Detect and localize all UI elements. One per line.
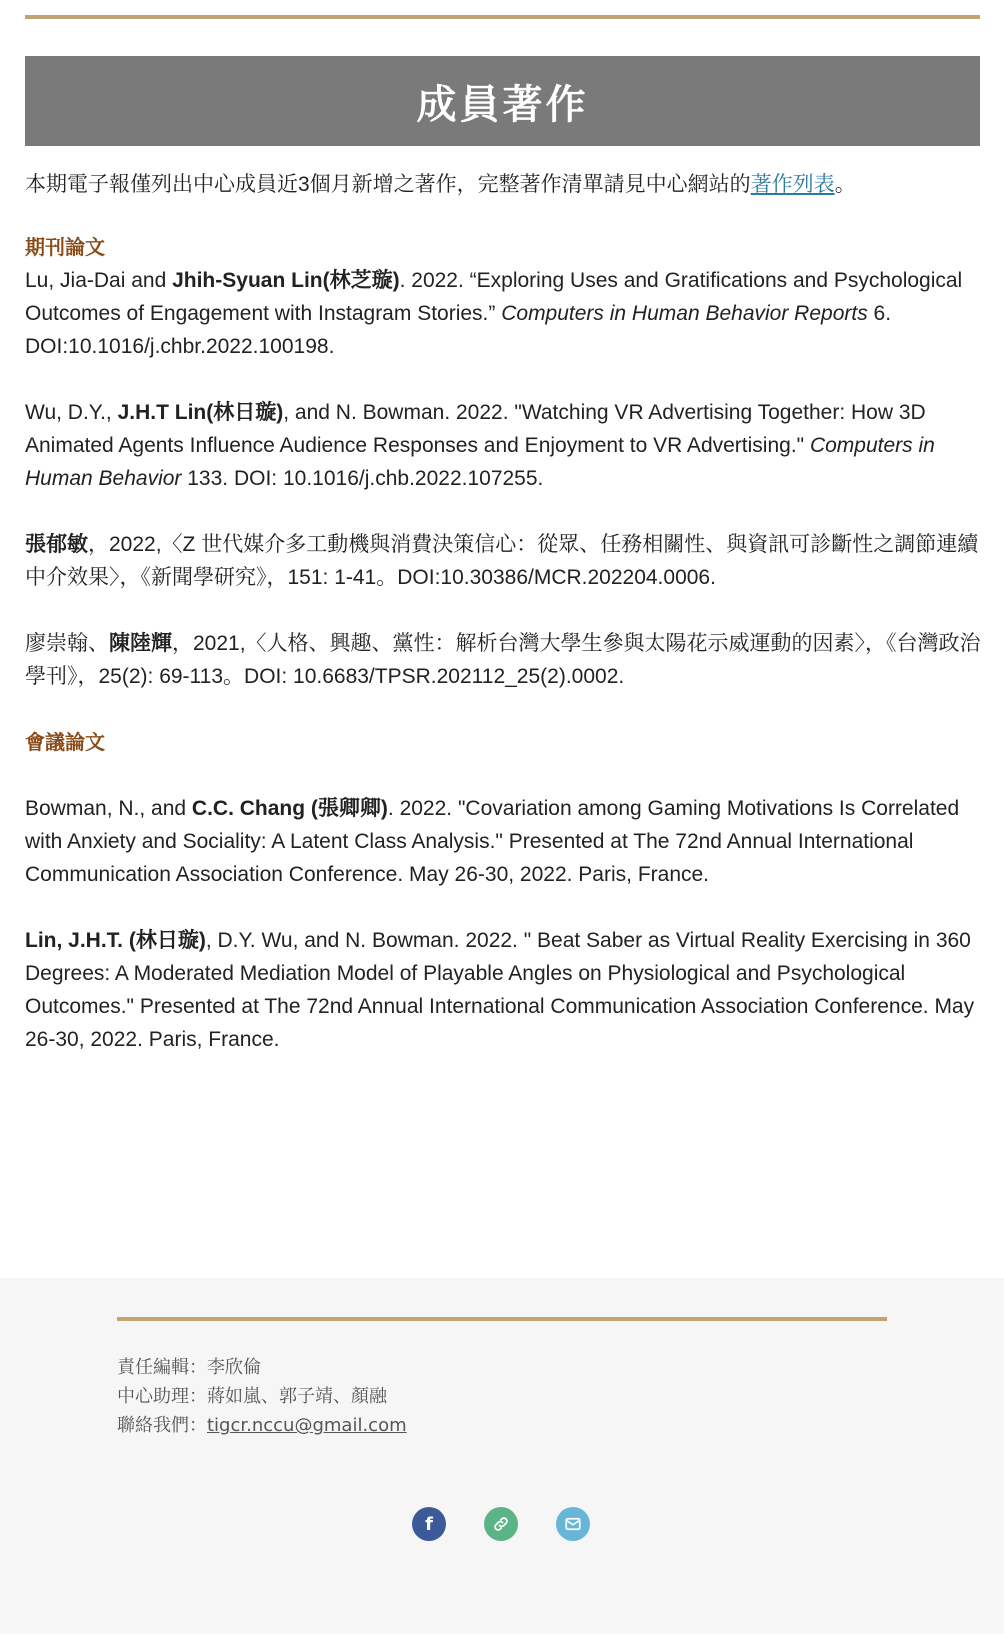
publication-entry: [25, 792, 985, 891]
entry-text: ，2021,〈人格、興趣、黨性：解析台灣大學生參與太陽花示威運動的因素〉，《台灣政治學刊》，25(2): 69-113。DOI: 10.6683/TPSR.202112_25(2).0002.: [25, 632, 981, 688]
section-banner: [25, 56, 980, 146]
entry-text: . 2022. "Covariation among Gaming Motivations Is Correlated with Anxiety and Sociality: A Latent Class Analysis." Presented at The 72nd Annual International Communication Association Conference. May 26-30, 2022. Paris, France.: [25, 797, 960, 886]
mail-icon[interactable]: [556, 1507, 590, 1541]
intro-text: 本期電子報僅列出中心成員近3個月新增之著作，完整著作清單請見中心網站的: [25, 173, 751, 196]
conference-heading: 會議論文: [25, 730, 105, 754]
entry-text: 6. DOI:10.1016/j.chbr.2022.100198.: [25, 302, 892, 358]
link-icon[interactable]: [484, 1507, 518, 1541]
entry-text: . 2022. “Exploring Uses and Gratifications and Psychological Outcomes of Engagement with Instagram Stories.”: [25, 269, 963, 325]
entry-text: , and N. Bowman. 2022. "Watching VR Advertising Together: How 3D Animated Agents Influence Audience Responses and Enjoyment to VR Advertising.": [25, 401, 926, 457]
main-content: [25, 168, 985, 1089]
member-name: Jhih-Syuan Lin(林芝璇): [172, 269, 400, 292]
publication-entry: [25, 264, 985, 363]
journal-heading: 期刊論文: [25, 235, 105, 259]
contact-line: [117, 1411, 407, 1440]
editor-line: 責任編輯：李欣倫: [117, 1357, 261, 1378]
intro-end: 。: [834, 173, 856, 196]
page-title: 成員著作: [416, 81, 589, 128]
member-name: 陳陸輝: [109, 632, 172, 655]
entry-text: Bowman, N., and: [25, 797, 192, 820]
entry-text: , D.Y. Wu, and N. Bowman. 2022. " Beat Saber as Virtual Reality Exercising in 360 Degrees: A Moderated Mediation Model of Playable Angles on Physiological and Psychological Outcomes." Presented at The 72nd Annual International Communication Association Conference. May 26-30, 2022. Paris, France.: [25, 929, 975, 1051]
member-name: C.C. Chang (張卿卿): [191, 797, 388, 820]
journal-name: Computers in Human Behavior: [25, 434, 935, 490]
footer-info: [117, 1353, 407, 1440]
publication-entry: [25, 396, 985, 495]
publication-list-link[interactable]: 著作列表: [750, 173, 835, 196]
top-divider: [25, 15, 980, 19]
member-name: Lin, J.H.T. (林日璇): [25, 929, 206, 952]
footer: [0, 1278, 1004, 1634]
entry-text: 133. DOI: 10.1016/j.chb.2022.107255.: [181, 467, 544, 490]
contact-label: 聯絡我們：: [117, 1415, 207, 1436]
entry-text: ，2022,〈Z 世代媒介多工動機與消費決策信心：從眾、任務相關性、與資訊可診斷性之調節連續中介效果〉，《新聞學研究》，151: 1-41。DOI:10.30386/MCR.202204.0006.: [25, 533, 979, 589]
publication-entry: [25, 627, 985, 693]
journal-name: Computers in Human Behavior Reports: [501, 302, 868, 325]
entry-text: Wu, D.Y.,: [25, 401, 118, 424]
member-name: 張郁敏: [25, 533, 88, 556]
footer-divider: [117, 1317, 887, 1321]
facebook-icon[interactable]: f: [412, 1507, 446, 1541]
entry-text: 廖崇翰、: [25, 632, 109, 655]
assistants-line: 中心助理：蔣如嵐、郭子靖、顏融: [117, 1386, 387, 1407]
publication-entry: [25, 528, 985, 594]
contact-email-link[interactable]: tigcr.nccu@gmail.com: [207, 1415, 407, 1436]
publication-entry: [25, 924, 985, 1056]
entry-text: Lu, Jia-Dai and: [25, 269, 173, 292]
member-name: J.H.T Lin(林日璇): [117, 401, 284, 424]
intro-paragraph: [25, 168, 985, 201]
